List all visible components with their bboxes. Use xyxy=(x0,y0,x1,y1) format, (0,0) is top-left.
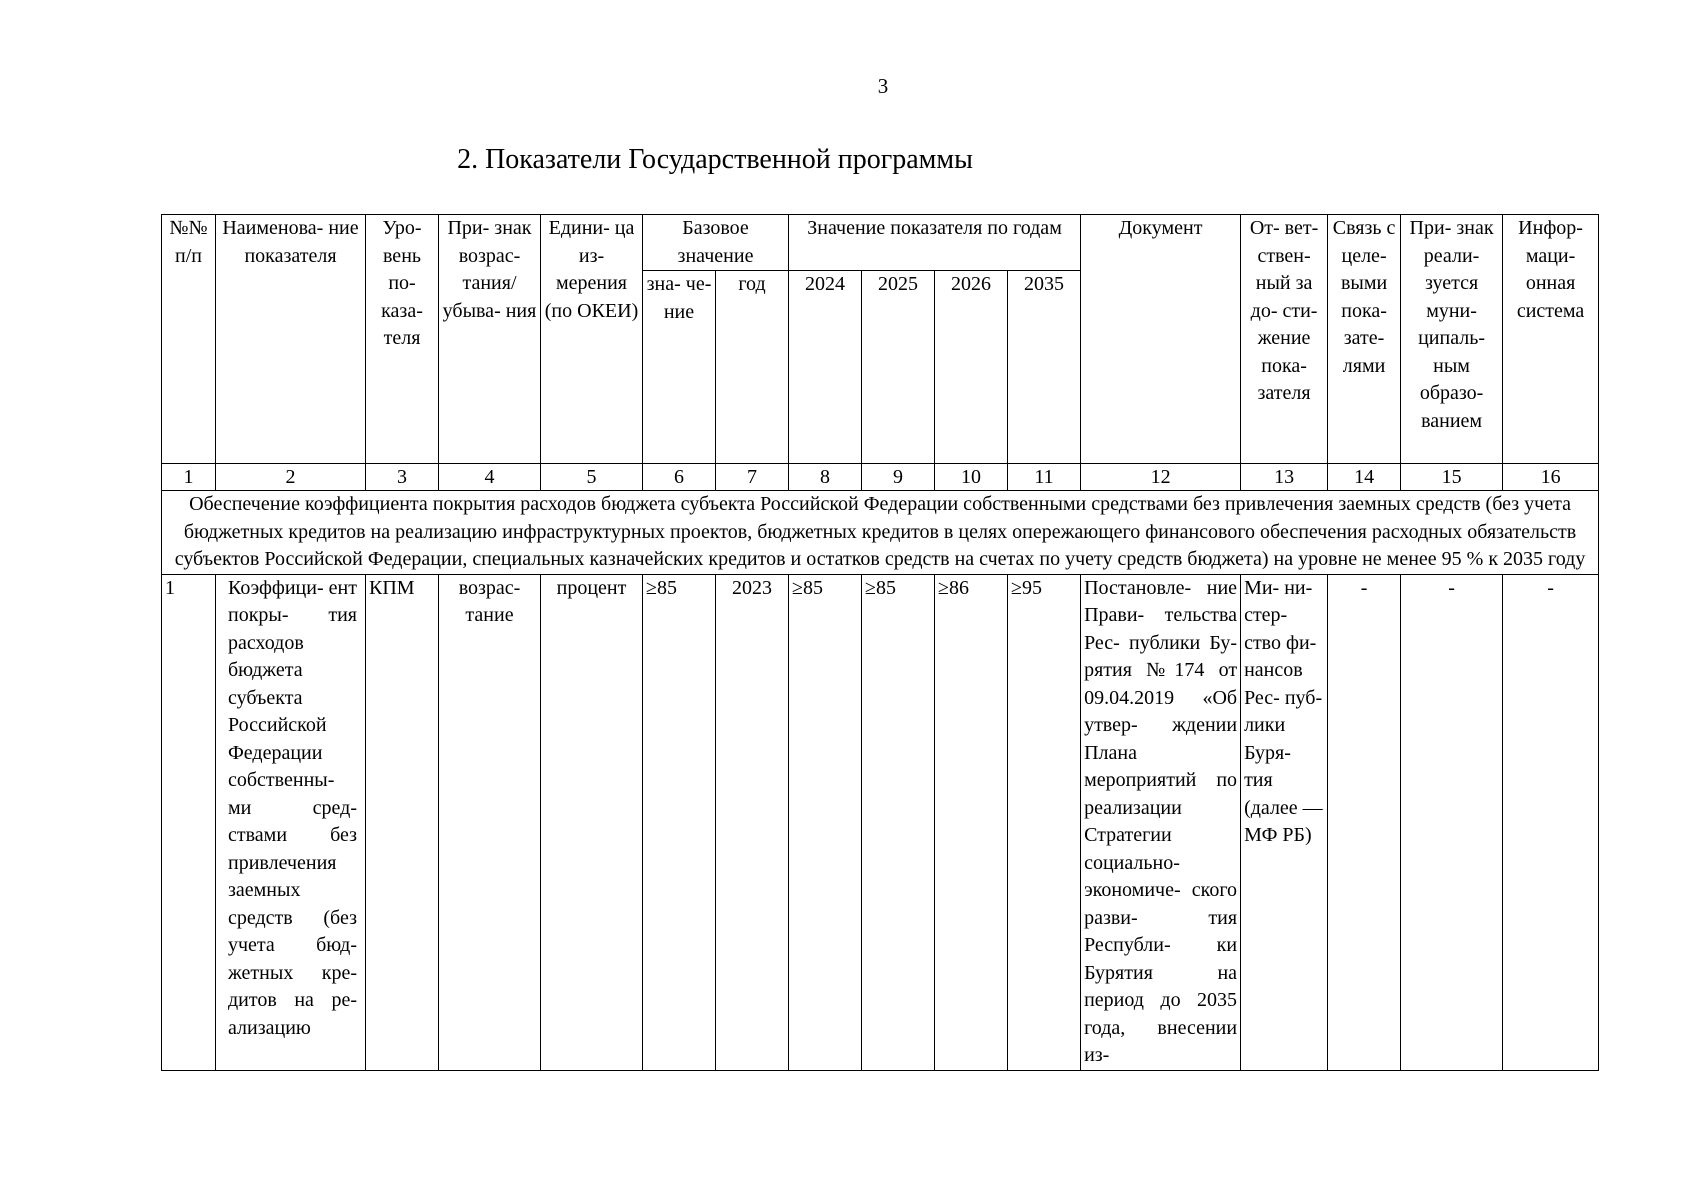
row-target-link: - xyxy=(1328,574,1401,1070)
row-indicator-name: Коэффици- ент покры- тия расходов бюджета субъекта Российской Федерации собственны- ми сред- ствами без привлечения заемных средств (без учета бюд- жетных кре- дитов на ре- ализацию xyxy=(216,574,366,1070)
header-indicator-name: Наименова- ние показателя xyxy=(216,215,366,464)
column-numbers-row xyxy=(162,464,1599,491)
header-municipal-sign: При- знак реали- зуется муни- ципаль- ным образо- ванием xyxy=(1401,215,1503,464)
indicators-table xyxy=(161,214,1599,1071)
row-responsible: Ми- ни- стер- ство фи- нансов Рес- пуб- лики Буря- тия (далее —МФ РБ) xyxy=(1241,574,1328,1070)
header-values-by-year-group: Значение показателя по годам xyxy=(789,215,1081,271)
header-target-link: Связь с целе- выми пока- зате- лями xyxy=(1328,215,1401,464)
header-document: Документ xyxy=(1081,215,1241,464)
table-row xyxy=(162,574,1599,1070)
section-title: 2. Показатели Государственной программы xyxy=(457,144,973,175)
row-level: КПМ xyxy=(366,574,439,1070)
column-number: 7 xyxy=(716,464,789,491)
row-municipal-sign: - xyxy=(1401,574,1503,1070)
header-info-system: Инфор- маци- онная система xyxy=(1503,215,1599,464)
section-heading: Обеспечение коэффициента покрытия расходов бюджета субъекта Российской Федерации собственными средствами без привлечения заемных средств (без учета бюджетных кредитов на реализацию инфраструктурных проектов, бюджетных кредитов в целях опережающего финансового обеспечения расходных обязательств субъектов Российской Федерации, специальных казначейских кредитов и остатков средств на счетах по учету средств бюджета) на уровне не менее 95 % к 2035 году xyxy=(162,491,1599,575)
row-unit: процент xyxy=(541,574,643,1070)
row-info-system: - xyxy=(1503,574,1599,1070)
column-number: 1 xyxy=(162,464,216,491)
row-value-2025: ≥85 xyxy=(862,574,935,1070)
column-number: 2 xyxy=(216,464,366,491)
row-value-2026: ≥86 xyxy=(935,574,1008,1070)
column-number: 5 xyxy=(541,464,643,491)
column-number: 14 xyxy=(1328,464,1401,491)
header-year-2024: 2024 xyxy=(789,271,862,464)
column-number: 10 xyxy=(935,464,1008,491)
column-number: 8 xyxy=(789,464,862,491)
row-trend-sign: возрас- тание xyxy=(439,574,541,1070)
header-year-2026: 2026 xyxy=(935,271,1008,464)
column-number: 13 xyxy=(1241,464,1328,491)
column-number: 12 xyxy=(1081,464,1241,491)
column-number: 11 xyxy=(1008,464,1081,491)
page-number: 3 xyxy=(877,74,889,98)
header-year-2025: 2025 xyxy=(862,271,935,464)
row-base-year: 2023 xyxy=(716,574,789,1070)
header-base-year: год xyxy=(716,271,789,464)
column-number: 6 xyxy=(643,464,716,491)
row-base-value: ≥85 xyxy=(643,574,716,1070)
header-base-value: зна- че- ние xyxy=(643,271,716,464)
header-level: Уро- вень по- каза- теля xyxy=(366,215,439,464)
row-value-2035: ≥95 xyxy=(1008,574,1081,1070)
row-num: 1 xyxy=(162,574,216,1070)
section-heading-row xyxy=(162,491,1599,575)
row-document: Постановле- ние Прави- тельства Рес- публики Бу- рятия №174 от 09.04.2019 «Об утвер- ждении Плана мероприятий по реализации Стратегии социально- экономиче- ского разви- тия Республи- ки Бурятия на период до 2035 года, внесении из- xyxy=(1081,574,1241,1070)
header-unit: Едини- ца из- мерения (по ОКЕИ) xyxy=(541,215,643,464)
row-value-2024: ≥85 xyxy=(789,574,862,1070)
column-number: 3 xyxy=(366,464,439,491)
header-base-value-group: Базовое значение xyxy=(643,215,789,271)
header-row-1 xyxy=(162,215,1599,271)
header-responsible: От- вет- ствен- ный за до- сти- жение пока- зателя xyxy=(1241,215,1328,464)
column-number: 15 xyxy=(1401,464,1503,491)
column-number: 9 xyxy=(862,464,935,491)
header-year-2035: 2035 xyxy=(1008,271,1081,464)
column-number: 4 xyxy=(439,464,541,491)
header-num: №№ п/п xyxy=(162,215,216,464)
column-number: 16 xyxy=(1503,464,1599,491)
header-trend-sign: При- знак возрас- тания/ убыва- ния xyxy=(439,215,541,464)
